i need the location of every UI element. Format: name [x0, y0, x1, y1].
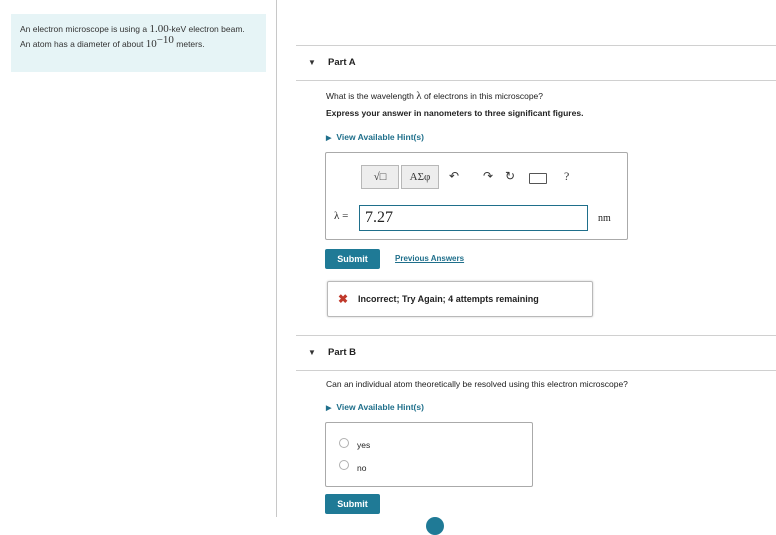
option-yes-label[interactable]: yes	[357, 440, 371, 450]
collapse-caret-icon[interactable]: ▼	[308, 58, 316, 67]
question-text: What is the wavelength	[326, 91, 417, 101]
hint-label: View Available Hint(s)	[336, 132, 424, 142]
submit-button-part-a[interactable]: Submit	[325, 249, 380, 269]
choices-panel	[325, 422, 533, 487]
feedback-message: Incorrect; Try Again; 4 attempts remaining	[358, 294, 539, 304]
problem-text-2: -keV electron beam. An atom has a diameter of about	[20, 24, 245, 49]
part-b-title: Part B	[328, 347, 356, 358]
incorrect-x-icon: ✖	[338, 292, 349, 306]
help-bubble-icon[interactable]	[426, 517, 444, 535]
part-a-instruction: Express your answer in nanometers to three significant figures.	[326, 108, 584, 118]
problem-text: An electron microscope is using a	[20, 24, 150, 34]
question-text-2: of electrons in this microscope?	[421, 91, 544, 101]
template-icon: √□	[373, 171, 387, 183]
previous-answers-link[interactable]: Previous Answers	[395, 254, 465, 263]
problem-statement	[11, 14, 266, 72]
help-icon[interactable]: ?	[564, 169, 570, 183]
part-a-title: Part A	[328, 57, 356, 68]
option-no-label[interactable]: no	[357, 463, 367, 473]
part-b-question: Can an individual atom theoretically be resolved using this electron microscope?	[326, 379, 628, 389]
greek-button[interactable]	[401, 165, 439, 189]
power-exponent: −10	[156, 34, 174, 46]
part-b-header[interactable]	[296, 335, 776, 371]
column-divider	[276, 0, 277, 517]
math-toolbar	[361, 165, 582, 189]
template-button[interactable]	[361, 165, 399, 189]
reset-icon[interactable]: ↻	[505, 169, 516, 183]
keyboard-icon[interactable]	[529, 173, 547, 184]
power-base: 10	[145, 37, 157, 50]
part-a-hint-link[interactable]	[326, 132, 424, 142]
undo-icon[interactable]: ↶	[449, 169, 460, 183]
feedback-box	[327, 281, 593, 317]
redo-icon[interactable]: ↷	[483, 169, 494, 183]
greek-label: ΑΣφ	[409, 171, 431, 183]
collapse-caret-icon[interactable]: ▼	[308, 348, 316, 357]
hint-triangle-icon: ▶	[326, 135, 332, 142]
radio-yes[interactable]	[339, 438, 349, 448]
lambda-symbol: λ	[416, 90, 422, 102]
part-a-header[interactable]	[296, 45, 776, 81]
radio-no[interactable]	[339, 460, 349, 470]
part-b-hint-link[interactable]	[326, 402, 424, 412]
answer-input[interactable]	[359, 205, 588, 231]
answer-panel	[325, 152, 628, 240]
problem-text-3: meters.	[173, 38, 205, 49]
hint-triangle-icon: ▶	[326, 405, 332, 412]
energy-value: 1.00	[149, 23, 169, 35]
lambda-label: λ =	[334, 210, 349, 222]
submit-button-part-b[interactable]: Submit	[325, 494, 380, 514]
unit-label: nm	[598, 213, 611, 224]
hint-label: View Available Hint(s)	[336, 402, 424, 412]
part-a-question	[326, 90, 543, 102]
